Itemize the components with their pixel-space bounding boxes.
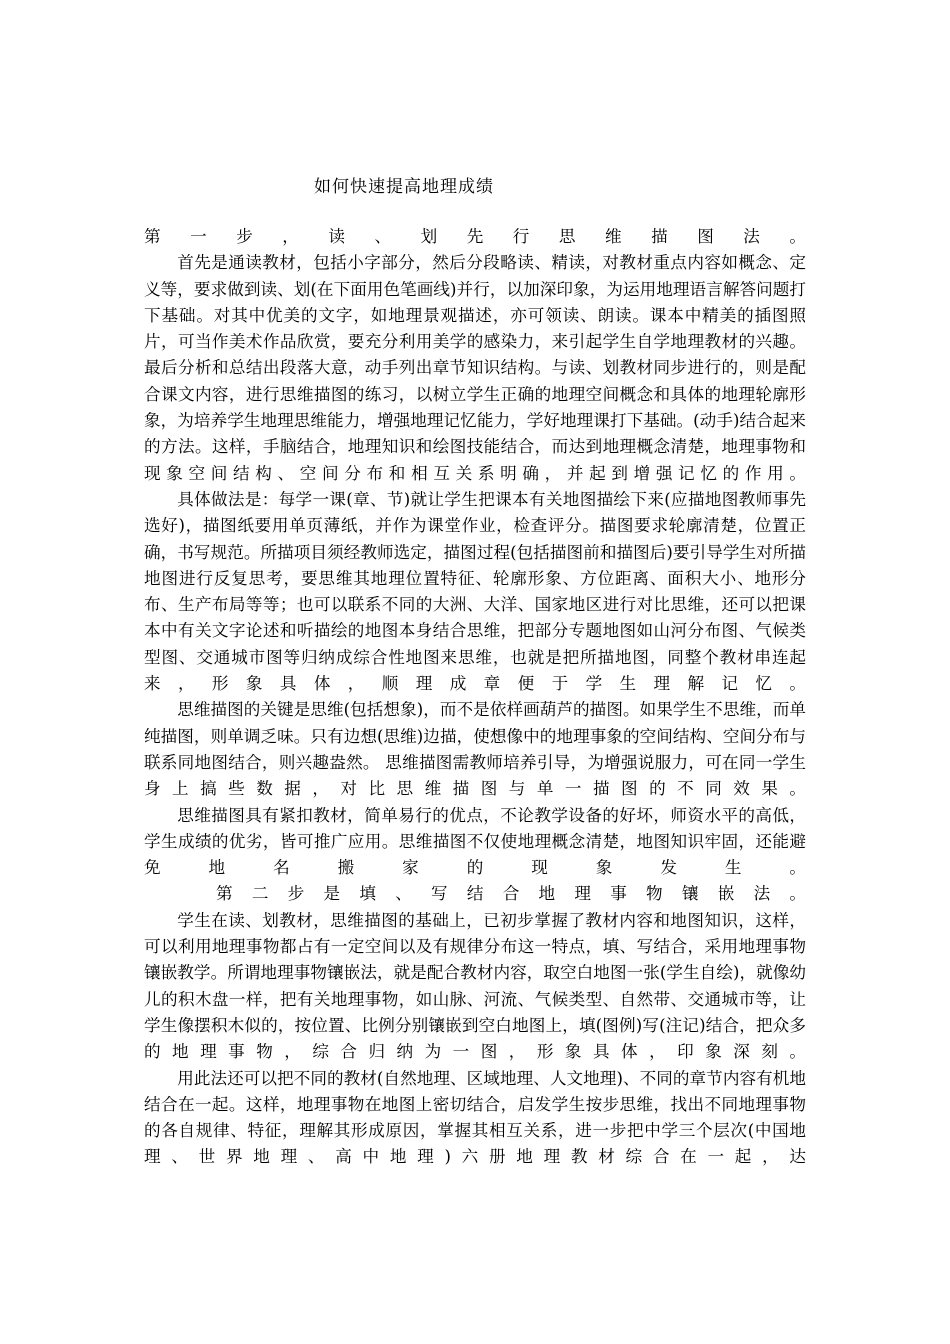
paragraph-4: 思维描图具有紧扣教材，简单易行的优点，不论教学设备的好坏，师资水平的高低，学生成绩的优劣，皆可推广应用。思维描图不仅使地理概念清楚，地图知识牢固，还能避免地名搬家的现象发生。 (144, 805, 806, 878)
paragraph-6: 用此法还可以把不同的教材(自然地理、区域地理、人文地理)、不同的章节内容有机地结合在一起。这样，地理事物在地图上密切结合，启发学生按步思维，找出不同地理事物的各自规律、特征，理解其形成原因，掌握其相互关系，进一步把中学三个层次(中国地理、世界地理、高中地理)六册地理教材综合在一起，达 (144, 1068, 806, 1167)
section-heading-2: 第二步是填、写结合地理事物镶嵌法。 (216, 884, 806, 904)
section-heading-1: 第一步，读、划先行思维描图法。 (144, 227, 806, 246)
paragraph-2: 具体做法是：每学一课(章、节)就让学生把课本有关地图描绘下来(应描地图教师事先选好)，描图纸要用单页薄纸，并作为课堂作业，检查评分。描图要求轮廓清楚，位置正确，书写规范。所描项目须经教师选定，描图过程(包括描图前和描图后)要引导学生对所描地图进行反复思考，要思维其地理位置特征、轮廓形象、方位距离、面积大小、地形分布、生产布局等等；也可以联系不同的大洲、大洋、国家地区进行对比思维，还可以把课本中有关文字论述和听描绘的地图本身结合思维，把部分专题地图如山河分布图、气候类型图、交通城市图等归纳成综合性地图来思维，也就是把所描地图，同整个教材串连起来，形象具体，顺理成章便于学生理解记忆。 (144, 489, 806, 694)
paragraph-1: 首先是通读教材，包括小字部分，然后分段略读、精读，对教材重点内容如概念、定义等，要求做到读、划(在下面用色笔画线)并行，以加深印象，为运用地理语言解答问题打下基础。对其中优美的文字，如地理景观描述，亦可领读、朗读。课本中精美的插图照片，可当作美术作品欣赏，要充分利用美学的感染力，来引起学生自学地理教材的兴趣。最后分析和总结出段落大意，动手列出章节知识结构。与读、划教材同步进行的，则是配合课文内容，进行思维描图的练习，以树立学生正确的地理空间概念和具体的地理轮廓形象，为培养学生地理思维能力，增强地理记忆能力，学好地理课打下基础。(动手)结合起来的方法。这样，手脑结合，地理知识和绘图技能结合，而达到地理概念清楚，地理事物和现象空间结构、空间分布和相互关系明确，并起到增强记忆的作用。 (144, 253, 806, 483)
paragraph-3: 思维描图的关键是思维(包括想象)，而不是依样画葫芦的描图。如果学生不思维，而单纯描图，则单调乏味。只有边想(思维)边描，使想像中的地理事象的空间结构、空间分布与联系同地图结合，则兴趣盎然。 思维描图需教师培养引导，为增强说服力，可在同一学生身上搞些数据，对比思维描图与单一描图的不同效果。 (144, 700, 806, 799)
document-body (144, 224, 806, 1171)
document-title: 如何快速提高地理成绩 (314, 177, 494, 197)
paragraph-5: 学生在读、划教材，思维描图的基础上，已初步掌握了教材内容和地图知识，这样，可以利用地理事物都占有一定空间以及有规律分布这一特点，填、写结合，采用地理事物镶嵌教学。所谓地理事物镶嵌法，就是配合教材内容，取空白地图一张(学生自绘)，就像幼儿的积木盘一样，把有关地理事物，如山脉、河流、气候类型、自然带、交通城市等，让学生像摆积木似的，按位置、比例分别镶嵌到空白地图上，填(图例)写(注记)结合，把众多的地理事物，综合归纳为一图，形象具体，印象深刻。 (144, 910, 806, 1062)
